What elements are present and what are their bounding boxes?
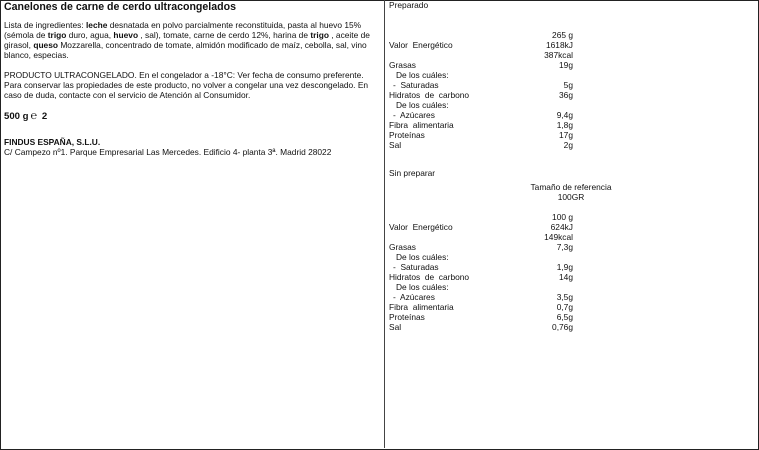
prepared-energy-kcal-row <box>389 50 629 60</box>
nutrient-value: 14g <box>559 272 573 282</box>
nutrient-value: 9,4g <box>556 110 573 120</box>
unprepared-energy-kcal: 149kcal <box>544 232 573 242</box>
nutrient-label: Proteínas <box>389 130 425 140</box>
ingredient-text: Lista de ingredientes: <box>4 20 86 30</box>
nutrient-value: 0,7g <box>556 302 573 312</box>
nutrient-row <box>389 130 629 140</box>
ingredient-text: , aceite de girasol, <box>4 30 370 50</box>
nutrient-row <box>389 110 629 120</box>
prepared-energy-row <box>389 40 629 50</box>
nutrient-label: Grasas <box>389 242 416 252</box>
nutrient-value: 1,8g <box>556 120 573 130</box>
nutrient-value: 17g <box>559 130 573 140</box>
nutrient-label: De los cuáles: <box>396 70 449 80</box>
ingredient-text: , sal), tomate, carne de cerdo 12%, harina de <box>138 30 311 40</box>
nutrient-row <box>389 282 629 292</box>
unprepared-energy-row <box>389 222 629 232</box>
prepared-portion-row <box>389 30 629 40</box>
unprepared-energy-label: Valor Energético <box>389 222 453 232</box>
allergen-text: queso <box>33 40 58 50</box>
net-weight-line <box>4 110 376 123</box>
column-divider <box>384 0 385 448</box>
nutrient-value: 5g <box>563 80 573 90</box>
nutrient-value: 19g <box>559 60 573 70</box>
nutrient-row <box>389 302 629 312</box>
nutrient-label: Fibra alimentaria <box>389 302 454 312</box>
prepared-label: Preparado <box>389 0 429 10</box>
nutrient-label: De los cuáles: <box>396 252 449 262</box>
nutrient-row <box>389 292 629 302</box>
net-weight: 500 g <box>4 111 29 122</box>
unprepared-energy-kj: 624kJ <box>550 222 573 232</box>
unprepared-portion-row <box>389 212 629 222</box>
nutrient-value: 3,5g <box>556 292 573 302</box>
nutrient-value: 2g <box>563 140 573 150</box>
prepared-portion: 265 g <box>552 30 573 40</box>
nutrient-row <box>389 100 629 110</box>
nutrient-row <box>389 312 629 322</box>
storage-notice: PRODUCTO ULTRACONGELADO. En el congelador a -18°C: Ver fecha de consumo preferente. Para conservar las propiedades de este producto, no volver a congelar una vez descongelado. En caso de duda, contacte con el servicio de Atención al Consumidor. <box>4 70 369 100</box>
reference-size-label: Tamaño de referencia <box>530 182 612 192</box>
product-info-column <box>4 0 376 157</box>
nutrient-row <box>389 242 629 252</box>
allergen-text: huevo <box>113 30 139 40</box>
ingredient-text: Mozzarella, concentrado de tomate, almidón modificado de maíz, cebolla, sal, vino blanco, especias. <box>4 40 367 60</box>
nutrient-row <box>389 80 629 90</box>
nutrient-row <box>389 322 629 332</box>
nutrient-label: - Azúcares <box>393 292 435 302</box>
nutrient-label: - Saturadas <box>393 262 439 272</box>
nutrient-row <box>389 140 629 150</box>
company-name: FINDUS ESPAÑA, S.L.U. <box>4 137 101 147</box>
nutrient-value: 36g <box>559 90 573 100</box>
unit-count: 2 <box>41 111 48 122</box>
ingredient-text: desnatada en polvo parcialmente reconstituida, pasta al huevo 15% (sémola de <box>4 20 362 40</box>
unprepared-energy-kcal-row <box>389 232 629 242</box>
prepared-energy-kj: 1618kJ <box>545 40 573 50</box>
nutrient-label: De los cuáles: <box>396 100 449 110</box>
unprepared-label: Sin preparar <box>389 168 436 178</box>
ingredients-list <box>4 20 376 60</box>
nutrient-label: Fibra alimentaria <box>389 120 454 130</box>
nutrient-label: De los cuáles: <box>396 282 449 292</box>
prepared-energy-label: Valor Energético <box>389 40 453 50</box>
nutrient-label: Hidratos de carbono <box>389 272 470 282</box>
nutrient-value: 7,3g <box>556 242 573 252</box>
nutrition-column <box>389 0 629 332</box>
reference-size-value: 100GR <box>557 192 585 202</box>
unprepared-nutrient-rows <box>389 242 629 332</box>
prepared-energy-kcal: 387kcal <box>544 50 573 60</box>
nutrient-label: Hidratos de carbono <box>389 90 470 100</box>
ingredient-text: duro, agua, <box>66 30 114 40</box>
allergen-text: leche <box>85 20 108 30</box>
allergen-text: trigo <box>310 30 329 40</box>
nutrient-row <box>389 262 629 272</box>
nutrient-label: - Saturadas <box>393 80 439 90</box>
nutrient-label: Grasas <box>389 60 416 70</box>
nutrient-value: 1,9g <box>556 262 573 272</box>
nutrient-row <box>389 90 629 100</box>
nutrient-row <box>389 70 629 80</box>
prepared-nutrient-rows <box>389 60 629 150</box>
nutrient-row <box>389 60 629 70</box>
nutrient-row <box>389 252 629 262</box>
nutrient-label: Proteínas <box>389 312 425 322</box>
nutrient-row <box>389 120 629 130</box>
nutrient-value: 6,5g <box>556 312 573 322</box>
nutrient-row <box>389 272 629 282</box>
nutrient-value: 0,76g <box>552 322 573 332</box>
nutrient-label: - Azúcares <box>393 110 435 120</box>
unprepared-portion: 100 g <box>552 212 573 222</box>
estimated-sign-icon: ℮ <box>30 110 38 122</box>
nutrient-label: Sal <box>389 322 402 332</box>
nutrient-label: Sal <box>389 140 402 150</box>
allergen-text: trigo <box>47 30 67 40</box>
product-title: Canelones de carne de cerdo ultracongelados <box>4 1 236 13</box>
company-address: C/ Campezo nº1. Parque Empresarial Las Mercedes. Edificio 4- planta 3ª. Madrid 28022 <box>4 147 332 157</box>
